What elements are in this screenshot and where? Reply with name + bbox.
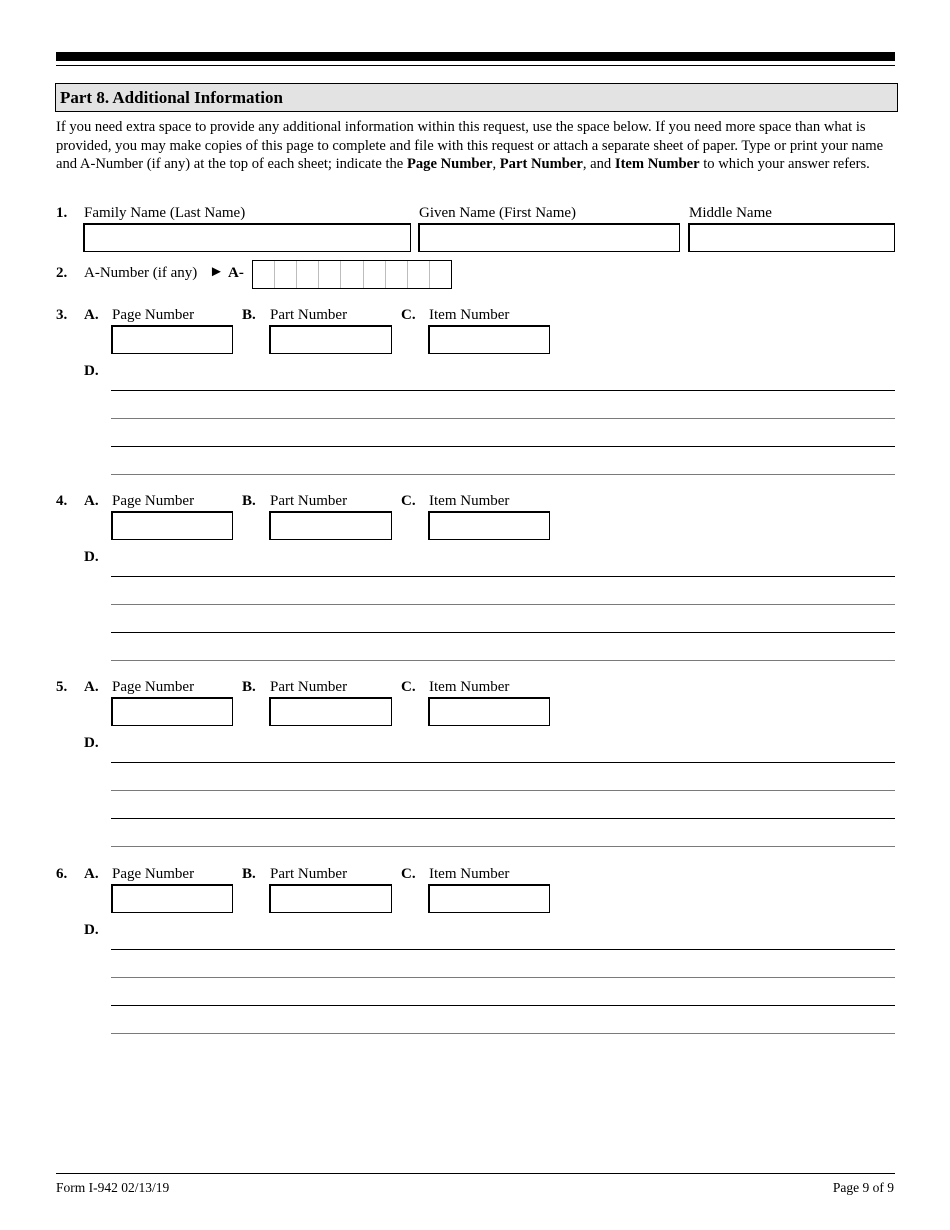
page-number-field[interactable] <box>111 697 233 726</box>
family-name-field[interactable] <box>83 223 411 252</box>
a-number-digit[interactable] <box>364 261 386 288</box>
middle-name-field[interactable] <box>688 223 895 252</box>
page-number-field[interactable] <box>111 511 233 540</box>
sub-d-label: D. <box>84 363 99 379</box>
page-indicator: Page 9 of 9 <box>832 1180 894 1195</box>
answer-line[interactable] <box>111 418 895 419</box>
answer-line[interactable] <box>111 949 895 950</box>
intro-text: If you need extra space to provide any additional information within this request, use the space below. If you need more space than what is provided, you may make copies of this page to complete and file with this request or attach a separate sheet of paper. Type or print your name and A-Number (if any) at the top of each sheet; indicate the <box>56 119 884 173</box>
answer-line[interactable] <box>111 576 895 577</box>
a-number-digit[interactable] <box>408 261 430 288</box>
a-number-digit[interactable] <box>341 261 363 288</box>
page-number-field[interactable] <box>111 325 233 354</box>
intro-bold-part-number: Part Number <box>499 156 583 173</box>
a-number-digit[interactable] <box>319 261 341 288</box>
item-number: 2. <box>56 265 68 281</box>
item-number-field[interactable] <box>428 325 550 354</box>
sub-d-label: D. <box>84 922 99 938</box>
arrow-right-icon: ► <box>209 264 224 280</box>
item-number: 6. <box>56 866 68 882</box>
item-number-label: Item Number <box>429 679 510 695</box>
answer-line[interactable] <box>111 632 895 633</box>
item-number-label: Item Number <box>429 307 510 323</box>
answer-line[interactable] <box>111 1033 895 1034</box>
item-number: 1. <box>56 205 68 221</box>
answer-line[interactable] <box>111 474 895 475</box>
page-number-label: Page Number <box>112 679 195 695</box>
a-number-label: A-Number (if any) <box>84 265 198 281</box>
answer-line[interactable] <box>111 390 895 391</box>
page-number-label: Page Number <box>112 493 195 509</box>
family-name-label: Family Name (Last Name) <box>84 205 246 221</box>
sub-b-label: B. <box>242 493 256 509</box>
sub-c-label: C. <box>401 493 416 509</box>
sub-c-label: C. <box>401 679 416 695</box>
a-number-prefix: A- <box>228 265 244 281</box>
item-number-label: Item Number <box>429 866 510 882</box>
a-number-digit[interactable] <box>297 261 319 288</box>
part-number-field[interactable] <box>269 325 392 354</box>
answer-line[interactable] <box>111 790 895 791</box>
intro-bold-item-number: Item Number <box>614 156 700 173</box>
a-number-digit[interactable] <box>386 261 408 288</box>
sub-b-label: B. <box>242 307 256 323</box>
item-number-field[interactable] <box>428 697 550 726</box>
page-number-field[interactable] <box>111 884 233 913</box>
answer-line[interactable] <box>111 977 895 978</box>
middle-name-label: Middle Name <box>689 205 772 221</box>
sub-a-label: A. <box>84 493 99 509</box>
sub-c-label: C. <box>401 866 416 882</box>
answer-line[interactable] <box>111 660 895 661</box>
footer-rule <box>56 1173 895 1174</box>
part-number-field[interactable] <box>269 884 392 913</box>
item-number: 4. <box>56 493 68 509</box>
part-number-field[interactable] <box>269 697 392 726</box>
answer-line[interactable] <box>111 762 895 763</box>
part-number-label: Part Number <box>270 493 348 509</box>
part-number-label: Part Number <box>270 679 348 695</box>
item-number: 3. <box>56 307 68 323</box>
item-number-label: Item Number <box>429 493 510 509</box>
header-thin-rule <box>56 65 895 66</box>
sub-d-label: D. <box>84 735 99 751</box>
a-number-field[interactable] <box>252 260 452 289</box>
intro-text-end: to which your answer refers. <box>699 156 870 173</box>
answer-line[interactable] <box>111 604 895 605</box>
item-number-field[interactable] <box>428 884 550 913</box>
part-title: Part 8. Additional Information <box>55 83 898 112</box>
part-number-label: Part Number <box>270 866 348 882</box>
sub-a-label: A. <box>84 866 99 882</box>
sub-b-label: B. <box>242 679 256 695</box>
intro-separator: , <box>492 156 500 173</box>
a-number-digit[interactable] <box>275 261 297 288</box>
answer-line[interactable] <box>111 446 895 447</box>
form-identifier: Form I-942 02/13/19 <box>56 1180 170 1195</box>
header-thick-rule <box>56 52 895 61</box>
given-name-field[interactable] <box>418 223 680 252</box>
answer-line[interactable] <box>111 818 895 819</box>
a-number-digit[interactable] <box>430 261 451 288</box>
item-number-field[interactable] <box>428 511 550 540</box>
item-number: 5. <box>56 679 68 695</box>
sub-c-label: C. <box>401 307 416 323</box>
part-number-label: Part Number <box>270 307 348 323</box>
sub-a-label: A. <box>84 307 99 323</box>
sub-b-label: B. <box>242 866 256 882</box>
sub-a-label: A. <box>84 679 99 695</box>
answer-line[interactable] <box>111 1005 895 1006</box>
sub-d-label: D. <box>84 549 99 565</box>
a-number-digit[interactable] <box>253 261 275 288</box>
intro-paragraph <box>56 118 896 174</box>
intro-bold-page-number: Page Number <box>406 156 493 173</box>
page-number-label: Page Number <box>112 866 195 882</box>
intro-separator: , and <box>582 156 615 173</box>
page-number-label: Page Number <box>112 307 195 323</box>
answer-line[interactable] <box>111 846 895 847</box>
part-number-field[interactable] <box>269 511 392 540</box>
given-name-label: Given Name (First Name) <box>419 205 577 221</box>
